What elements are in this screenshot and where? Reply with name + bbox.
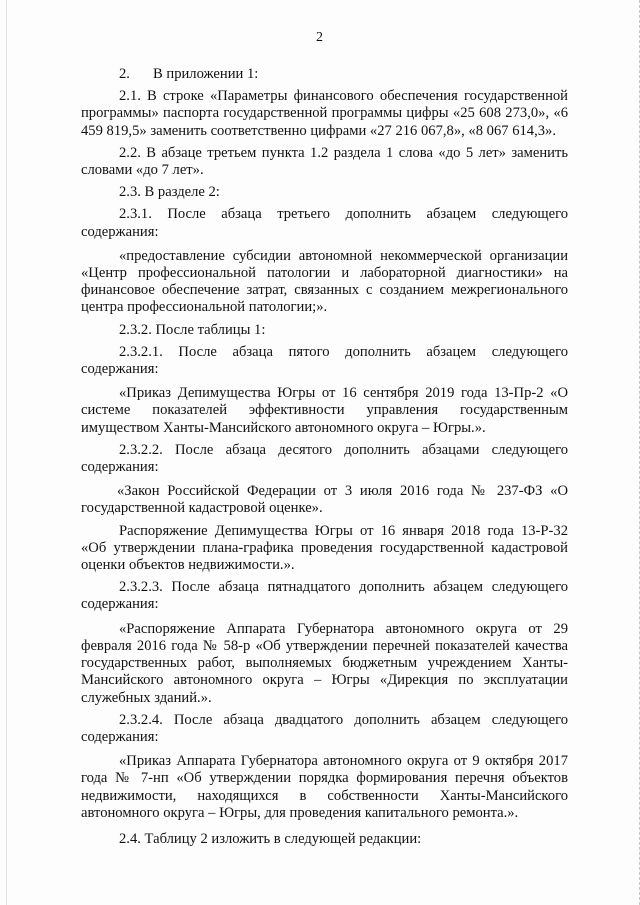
quoted-paragraph: «Закон Российской Федерации от 3 июля 2016 года № 237-ФЗ «О государственной кадастровой оценке». bbox=[81, 483, 568, 517]
quoted-paragraph: Распоряжение Депимущества Югры от 16 января 2018 года 13-Р-32 «Об утверждении плана-графика проведения государственной кадастровой оценки объектов недвижимости.». bbox=[81, 522, 568, 574]
quoted-paragraph: «предоставление субсидии автономной некоммерческой организации «Центр профессиональной патологии и лабораторной диагностики» на финансовое обеспечение затрат, связанных с созданием межрегионального центра профессиональной патологии;». bbox=[81, 247, 568, 316]
paragraph-2-3-2-4: 2.3.2.4. После абзаца двадцатого дополнить абзацем следующего содержания: bbox=[81, 711, 568, 745]
paragraph-2-3-2-3: 2.3.2.3. После абзаца пятнадцатого дополнить абзацем следующего содержания: bbox=[81, 579, 568, 613]
quoted-paragraph: «Распоряжение Аппарата Губернатора автономного округа от 29 февраля 2016 года № 58-р «Об утверждении перечней показателей качества государственных работ, выполняемых бюджетным учреждением Ханты-Мансийского автономного округа – Югры «Дирекция по эксплуатации служебных зданий.». bbox=[81, 620, 568, 706]
paragraph-2-3-1: 2.3.1. После абзаца третьего дополнить абзацем следующего содержания: bbox=[81, 206, 568, 240]
quoted-paragraph: «Приказ Аппарата Губернатора автономного округа от 9 октября 2017 года № 7-нп «Об утверждении порядка формирования перечня объектов недвижимости, находящихся в собственности Ханты-Мансийского автономного округа – Югры, для проведения капитального ремонта.». bbox=[81, 753, 568, 821]
paragraph-2-3-2-2: 2.3.2.2. После абзаца десятого дополнить абзацами следующего содержания: bbox=[81, 441, 568, 476]
paragraph-2-3-2: 2.3.2. После таблицы 1: bbox=[119, 321, 266, 338]
page-number: 2 bbox=[316, 30, 323, 45]
item-number: 2. bbox=[119, 66, 130, 82]
item-text: В приложении 1: bbox=[153, 66, 259, 82]
document-body bbox=[81, 66, 568, 848]
paragraph-2-3-2-1: 2.3.2.1. После абзаца пятого дополнить абзацем следующего содержания: bbox=[81, 343, 568, 378]
paragraph-2-1: 2.1. В строке «Параметры финансового обеспечения государственной программы» паспорта государственной программы цифры «25 608 273,0», «6 459 819,5» заменить соответственно цифрами «27 216 067,8», «8 067 614,3». bbox=[81, 88, 568, 139]
item-2-paragraph bbox=[81, 66, 568, 83]
paragraph-2-3: 2.3. В разделе 2: bbox=[119, 184, 220, 201]
scan-edge-line bbox=[6, 0, 7, 905]
paragraph-2-2: 2.2. В абзаце третьем пункта 1.2 раздела 1 слова «до 5 лет» заменить словами «до 7 лет». bbox=[81, 144, 568, 179]
quoted-paragraph: «Приказ Депимущества Югры от 16 сентября 2019 года 13-Пр-2 «О системе показателей эффективности управления государственным имуществом Ханты-Мансийского автономного округа – Югры.». bbox=[81, 385, 568, 436]
paragraph-2-4: 2.4. Таблицу 2 изложить в следующей редакции: bbox=[119, 830, 422, 847]
